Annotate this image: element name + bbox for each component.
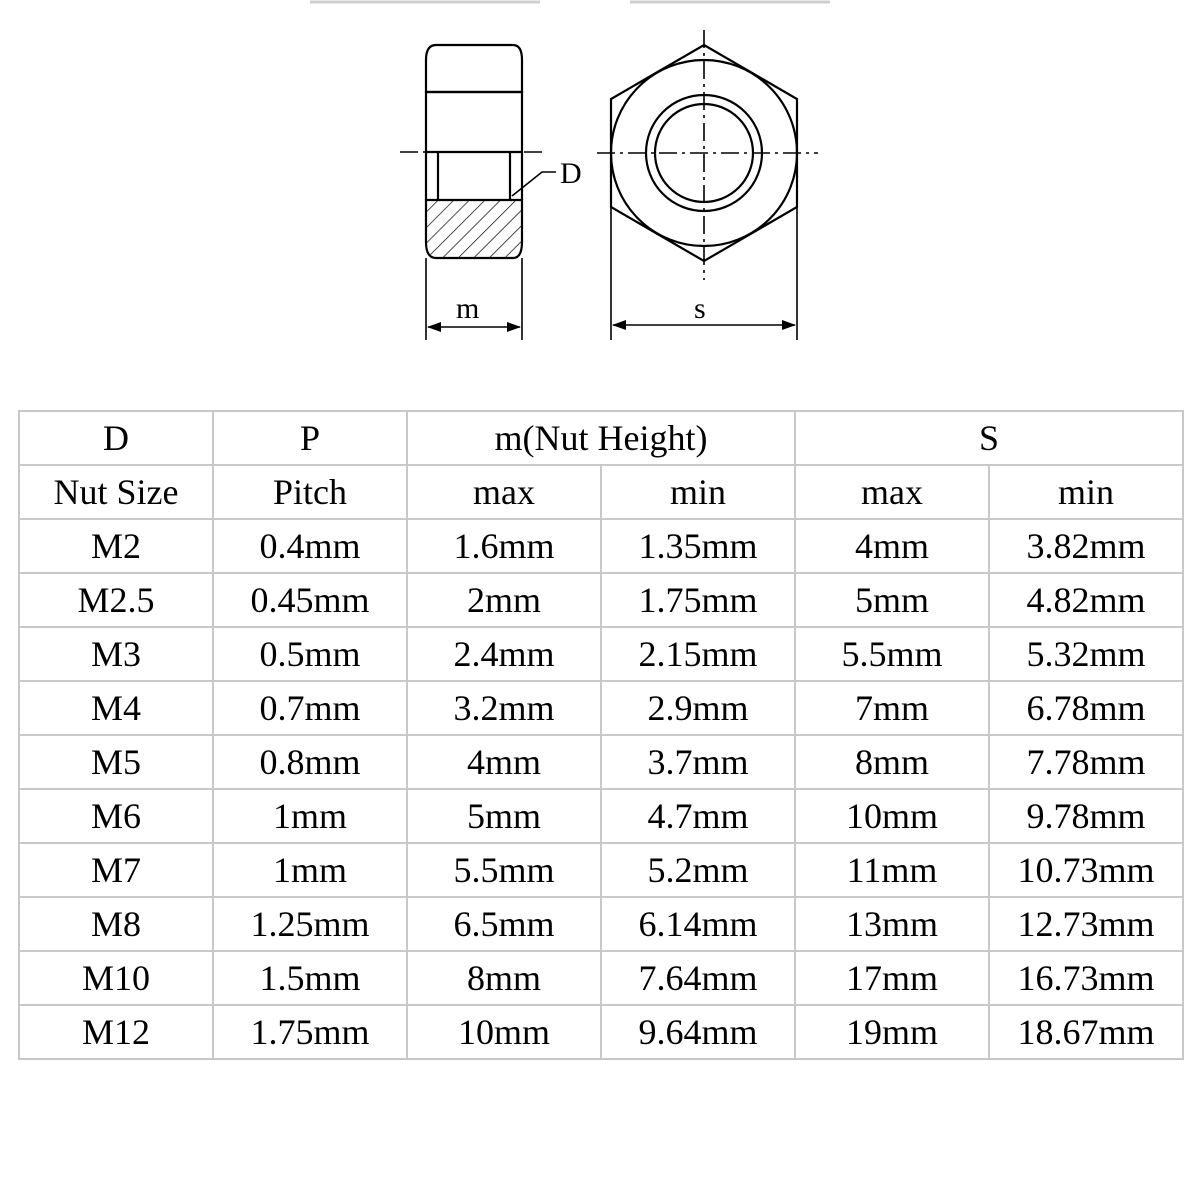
cell-pitch: 1.75mm [213,1005,407,1059]
cell-m-max: 2.4mm [407,627,601,681]
cell-s-min: 7.78mm [989,735,1183,789]
table-row [19,843,1183,897]
header-pitch: Pitch [213,465,407,519]
cell-m-min: 4.7mm [601,789,795,843]
cell-m-max: 5mm [407,789,601,843]
header-row-names [19,465,1183,519]
cell-nut-size: M3 [19,627,213,681]
cell-s-max: 13mm [795,897,989,951]
table-row [19,519,1183,573]
header-m-max: max [407,465,601,519]
cell-m-min: 9.64mm [601,1005,795,1059]
header-d: D [19,411,213,465]
cell-m-max: 5.5mm [407,843,601,897]
arrowhead [507,322,521,332]
cell-pitch: 0.4mm [213,519,407,573]
cell-nut-size: M12 [19,1005,213,1059]
nut-front-view [597,30,818,340]
cell-s-max: 5.5mm [795,627,989,681]
cell-m-max: 1.6mm [407,519,601,573]
arrowhead [612,320,626,330]
header-s: S [795,411,1183,465]
cell-nut-size: M8 [19,897,213,951]
label-d: D [560,157,582,190]
table-row [19,789,1183,843]
cell-s-max: 8mm [795,735,989,789]
cell-m-min: 5.2mm [601,843,795,897]
cell-nut-size: M5 [19,735,213,789]
cell-m-min: 1.75mm [601,573,795,627]
cell-nut-size: M10 [19,951,213,1005]
cell-s-min: 12.73mm [989,897,1183,951]
cell-s-min: 4.82mm [989,573,1183,627]
cell-s-min: 3.82mm [989,519,1183,573]
cell-s-max: 4mm [795,519,989,573]
header-s-min: min [989,465,1183,519]
cell-s-min: 10.73mm [989,843,1183,897]
cell-nut-size: M6 [19,789,213,843]
cell-s-max: 10mm [795,789,989,843]
table-row [19,735,1183,789]
header-row-symbols [19,411,1183,465]
cell-m-max: 6.5mm [407,897,601,951]
cell-pitch: 1mm [213,843,407,897]
cell-nut-size: M4 [19,681,213,735]
cell-pitch: 0.8mm [213,735,407,789]
cell-m-max: 2mm [407,573,601,627]
cell-m-min: 7.64mm [601,951,795,1005]
table-row [19,573,1183,627]
arrowhead [427,322,441,332]
nut-size-table [18,410,1184,1060]
cell-pitch: 0.7mm [213,681,407,735]
hex-nut-drawing [0,0,1200,380]
cell-s-min: 18.67mm [989,1005,1183,1059]
cell-nut-size: M7 [19,843,213,897]
table-row [19,1005,1183,1059]
cell-s-min: 16.73mm [989,951,1183,1005]
cell-pitch: 0.5mm [213,627,407,681]
cell-m-max: 4mm [407,735,601,789]
header-m-min: min [601,465,795,519]
header-s-max: max [795,465,989,519]
cell-s-min: 5.32mm [989,627,1183,681]
cell-m-max: 3.2mm [407,681,601,735]
header-nut-size: Nut Size [19,465,213,519]
cell-s-max: 19mm [795,1005,989,1059]
header-p: P [213,411,407,465]
cell-nut-size: M2 [19,519,213,573]
cell-s-min: 6.78mm [989,681,1183,735]
cell-m-max: 10mm [407,1005,601,1059]
label-m: m [456,292,480,325]
cell-pitch: 1.5mm [213,951,407,1005]
cell-pitch: 0.45mm [213,573,407,627]
table-row [19,627,1183,681]
cell-s-max: 11mm [795,843,989,897]
cell-s-max: 17mm [795,951,989,1005]
cell-nut-size: M2.5 [19,573,213,627]
cell-pitch: 1mm [213,789,407,843]
cell-pitch: 1.25mm [213,897,407,951]
cell-m-min: 2.9mm [601,681,795,735]
table-row [19,897,1183,951]
cell-s-max: 5mm [795,573,989,627]
table-row [19,951,1183,1005]
label-s: s [694,292,706,325]
arrowhead [782,320,796,330]
cell-m-min: 1.35mm [601,519,795,573]
cell-m-max: 8mm [407,951,601,1005]
cell-m-min: 2.15mm [601,627,795,681]
header-m: m(Nut Height) [407,411,795,465]
cell-m-min: 3.7mm [601,735,795,789]
table-row [19,681,1183,735]
cell-s-min: 9.78mm [989,789,1183,843]
cell-m-min: 6.14mm [601,897,795,951]
cell-s-max: 7mm [795,681,989,735]
